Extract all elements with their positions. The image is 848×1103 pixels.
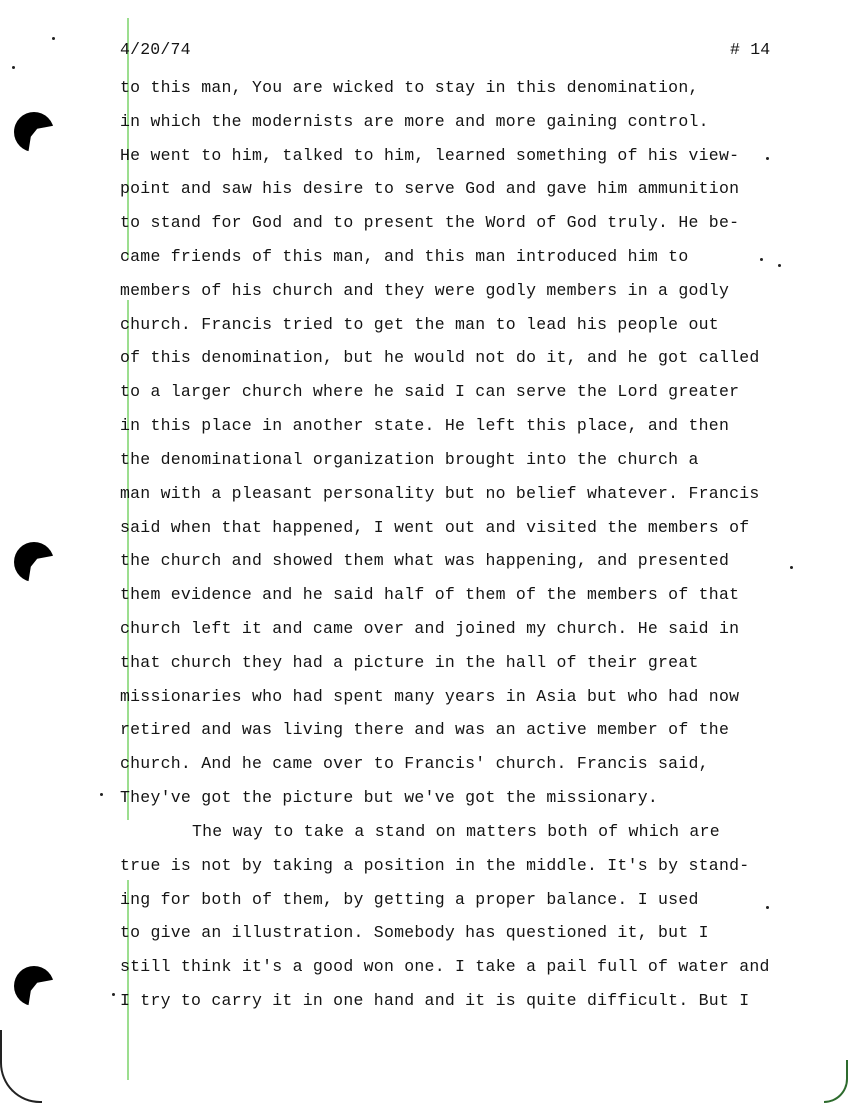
text-line: point and saw his desire to serve God and gave him ammunition — [120, 179, 740, 198]
paper-speck — [766, 157, 769, 160]
text-line: members of his church and they were godly members in a godly — [120, 281, 730, 300]
paper-speck — [790, 566, 793, 569]
paper-speck — [112, 993, 115, 996]
text-line: man with a pleasant personality but no belief whatever. Francis — [120, 484, 760, 503]
punch-hole-bottom — [14, 966, 54, 1006]
text-line: retired and was living there and was an active member of the — [120, 720, 730, 739]
text-line: true is not by taking a position in the middle. It's by stand- — [120, 856, 750, 875]
text-line: to stand for God and to present the Word of God truly. He be- — [120, 213, 740, 232]
text-line: I try to carry it in one hand and it is quite difficult. But I — [120, 991, 750, 1010]
document-date: 4/20/74 — [120, 40, 191, 59]
text-line: that church they had a picture in the hall of their great — [120, 653, 699, 672]
text-line: came friends of this man, and this man introduced him to — [120, 247, 689, 266]
page-curl-right — [824, 1060, 848, 1103]
text-line: in this place in another state. He left this place, and then — [120, 416, 730, 435]
text-line: ing for both of them, by getting a proper balance. I used — [120, 890, 699, 909]
text-line: They've got the picture but we've got the missionary. — [120, 788, 659, 807]
text-line: the denominational organization brought into the church a — [120, 450, 699, 469]
paper-speck — [778, 264, 781, 267]
text-line: the church and showed them what was happening, and presented — [120, 551, 730, 570]
text-line: church. And he came over to Francis' church. Francis said, — [120, 754, 709, 773]
page-curl-left — [0, 1030, 42, 1103]
paper-speck — [100, 793, 103, 796]
page-number: # 14 — [730, 40, 771, 59]
text-line: missionaries who had spent many years in Asia but who had now — [120, 687, 740, 706]
text-line: He went to him, talked to him, learned something of his view- — [120, 146, 740, 165]
text-line: to this man, You are wicked to stay in this denomination, — [120, 78, 699, 97]
punch-hole-top — [14, 112, 54, 152]
paper-speck — [52, 37, 55, 40]
paper-speck — [12, 66, 15, 69]
paper-speck — [766, 906, 769, 909]
margin-highlight-bottom — [127, 880, 129, 1080]
text-line: in which the modernists are more and more gaining control. — [120, 112, 709, 131]
paragraph-start-line: The way to take a stand on matters both of which are — [192, 822, 720, 841]
text-line: to give an illustration. Somebody has questioned it, but I — [120, 923, 709, 942]
paper-speck — [760, 258, 763, 261]
text-line: church left it and came over and joined my church. He said in — [120, 619, 740, 638]
punch-hole-middle — [14, 542, 54, 582]
text-line: said when that happened, I went out and visited the members of — [120, 518, 750, 537]
text-line: church. Francis tried to get the man to lead his people out — [120, 315, 719, 334]
text-line: them evidence and he said half of them of the members of that — [120, 585, 740, 604]
text-line: to a larger church where he said I can serve the Lord greater — [120, 382, 740, 401]
text-line: still think it's a good won one. I take a pail full of water and — [120, 957, 770, 976]
text-line: of this denomination, but he would not do it, and he got called — [120, 348, 760, 367]
